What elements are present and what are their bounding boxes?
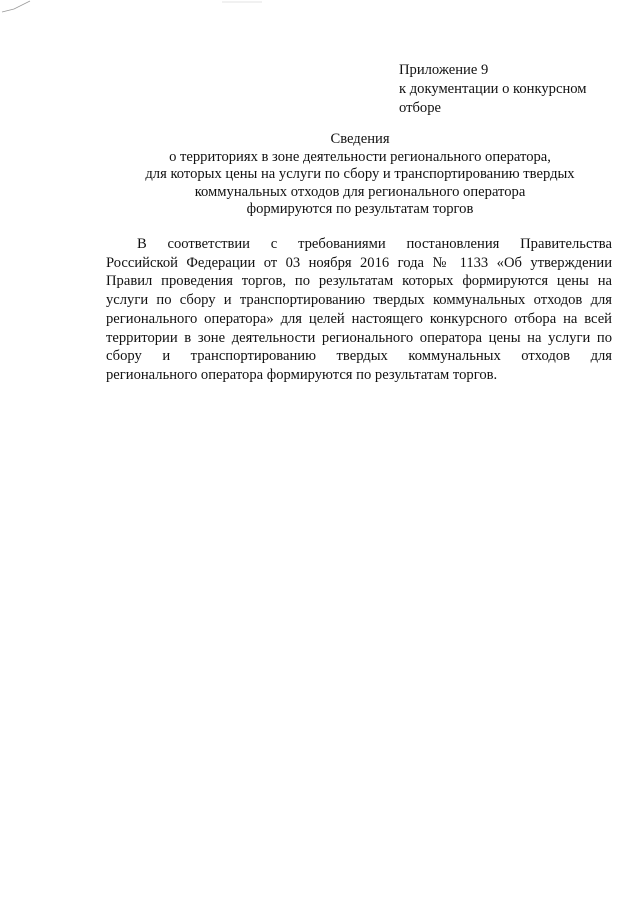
heading-line: о территориях в зоне деятельности регионального оператора, [169,148,551,165]
appendix-number: Приложение 9 [399,62,489,78]
paragraph-line: территории в зоне деятельности регионального оператора цены на услуги по [106,329,612,346]
paragraph-line: В соответствии с требованиями постановления Правительства [137,236,612,252]
body-paragraph [106,235,612,385]
document-heading [100,131,620,219]
paragraph-line: регионального оператора» для целей настоящего конкурсного отбора на всей [106,310,612,327]
paragraph-line: услуги по сбору и транспортированию твердых коммунальных отходов для [106,292,612,309]
heading-line: коммунальных отходов для регионального оператора [194,183,526,200]
scan-artifact-mark [0,0,40,14]
appendix-note [399,61,619,118]
scan-artifact-line [222,0,262,4]
appendix-reference-cont: отборе [399,100,441,116]
paragraph-line: регионального оператора формируются по результатам торгов. [106,366,498,383]
paragraph-line: Российской Федерации от 03 ноября 2016 года № 1133 «Об утверждении [106,254,612,271]
paragraph-line: сбору и транспортированию твердых коммунальных отходов для [106,348,612,365]
appendix-reference: к документации о конкурсном [399,81,587,97]
paragraph-line: Правил проведения торгов, по результатам которых формируются цены на [106,273,612,290]
heading-line: формируются по результатам торгов [246,201,474,218]
heading-title: Сведения [330,131,390,147]
heading-line: для которых цены на услуги по сбору и транспортированию твердых [145,166,575,183]
